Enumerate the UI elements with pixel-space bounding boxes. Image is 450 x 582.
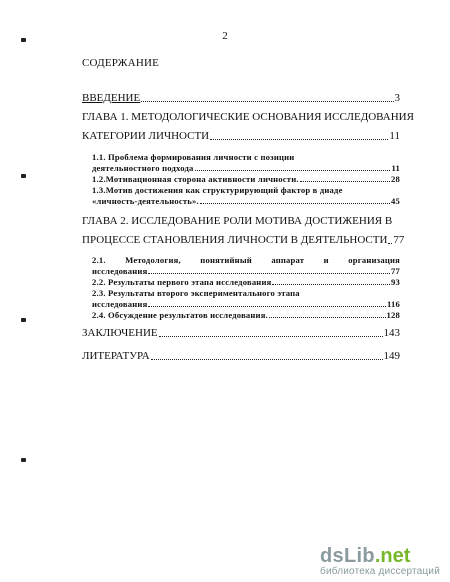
scan-mark bbox=[21, 174, 26, 178]
toc-section-1-3-line1: 1.3.Мотив достижения как структурирующий фактор в диаде bbox=[92, 185, 343, 195]
toc-entry-page: 77 bbox=[393, 234, 405, 246]
toc-entry-text: «личность-деятельность». bbox=[92, 196, 199, 206]
watermark-tld: .net bbox=[374, 545, 411, 567]
dot-leader bbox=[388, 242, 392, 244]
toc-chapter1-line2 bbox=[82, 130, 400, 142]
dot-leader bbox=[269, 316, 386, 318]
toc-section-2-1-line1: 2.1. Методология, понятийный аппарат и организация bbox=[92, 255, 400, 265]
toc-chapter2-line1: ГЛАВА 2. ИССЛЕДОВАНИЕ РОЛИ МОТИВА ДОСТИЖЕНИЯ В bbox=[82, 215, 393, 227]
toc-section-2-1-line2 bbox=[92, 266, 400, 276]
toc-entry-conclusion bbox=[82, 327, 400, 339]
toc-entry-text: КАТЕГОРИИ ЛИЧНОСТИ bbox=[82, 130, 210, 142]
toc-entry-page: 116 bbox=[386, 299, 400, 309]
watermark-brand: dsLib bbox=[320, 545, 375, 567]
toc-entry-text: ВВЕДЕНИЕ bbox=[82, 92, 141, 104]
dot-leader bbox=[200, 202, 390, 204]
dot-leader bbox=[195, 169, 391, 171]
toc-section-1-1-line2 bbox=[92, 163, 400, 173]
toc-section-1-3-line2 bbox=[92, 196, 400, 206]
toc-entry-literature bbox=[82, 350, 400, 362]
toc-entry-text: ЛИТЕРАТУРА bbox=[82, 350, 150, 362]
scan-mark bbox=[21, 318, 26, 322]
toc-entry-text: ЗАКЛЮЧЕНИЕ bbox=[82, 327, 158, 339]
toc-section-2-3-line1: 2.3. Результаты второго экспериментального этапа bbox=[92, 288, 300, 298]
dot-leader bbox=[210, 138, 388, 140]
toc-entry-page: 149 bbox=[383, 350, 400, 362]
toc-section-2-2 bbox=[92, 277, 400, 287]
toc-entry-page: 143 bbox=[383, 327, 400, 339]
toc-entry-page: 77 bbox=[391, 266, 400, 276]
toc-section-2-3-line2 bbox=[92, 299, 400, 309]
toc-section-2-4 bbox=[92, 310, 400, 320]
toc-entry-text: 2.4. Обсуждение результатов исследования. bbox=[92, 310, 268, 320]
toc-title: СОДЕРЖАНИЕ bbox=[82, 57, 160, 69]
toc-entry-text: ПРОЦЕССЕ СТАНОВЛЕНИЯ ЛИЧНОСТИ В ДЕЯТЕЛЬНОСТИ bbox=[82, 234, 388, 246]
page-number: 2 bbox=[222, 30, 228, 42]
toc-entry-text: деятельностного подхода bbox=[92, 163, 194, 173]
toc-entry-text: 2.2. Результаты первого этапа исследования bbox=[92, 277, 272, 287]
toc-entry-page: 11 bbox=[389, 130, 400, 142]
toc-entry-page: 128 bbox=[386, 310, 400, 320]
toc-section-1-1-line1: 1.1. Проблема формирования личности с позиции bbox=[92, 152, 295, 162]
toc-entry-text: исследования bbox=[92, 299, 148, 309]
toc-entry-page: 11 bbox=[391, 163, 400, 173]
toc-entry-introduction bbox=[82, 92, 400, 104]
toc-entry-page: 3 bbox=[394, 92, 400, 104]
dot-leader bbox=[151, 358, 383, 360]
dot-leader bbox=[159, 335, 383, 337]
dot-leader bbox=[300, 180, 390, 182]
toc-entry-page: 28 bbox=[391, 174, 400, 184]
watermark-logo bbox=[320, 545, 440, 568]
toc-chapter2-line2 bbox=[82, 234, 405, 246]
dot-leader bbox=[148, 272, 390, 274]
toc-section-1-2 bbox=[92, 174, 400, 184]
toc-entry-text: исследования bbox=[92, 266, 148, 276]
toc-chapter1-line1: ГЛАВА 1. МЕТОДОЛОГИЧЕСКИЕ ОСНОВАНИЯ ИССЛЕДОВАНИЯ bbox=[82, 111, 414, 123]
dot-leader bbox=[141, 100, 393, 102]
watermark-tagline: библиотека диссертаций bbox=[320, 566, 440, 577]
toc-entry-page: 45 bbox=[391, 196, 400, 206]
dot-leader bbox=[272, 283, 390, 285]
dslib-watermark bbox=[320, 545, 440, 577]
scan-mark bbox=[21, 458, 26, 462]
scan-mark bbox=[21, 38, 26, 42]
toc-entry-text: 1.2.Мотивационная сторона активности личности. bbox=[92, 174, 299, 184]
dot-leader bbox=[148, 305, 386, 307]
toc-entry-page: 93 bbox=[391, 277, 400, 287]
